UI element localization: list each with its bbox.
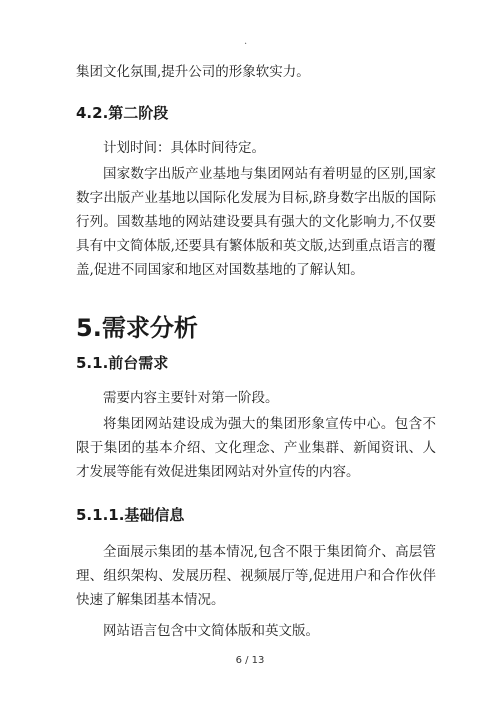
paragraph-culture: 集团文化氛围,提升公司的形象软实力。: [76, 64, 310, 80]
header-mark: .: [244, 36, 248, 47]
heading-4-2: 4.2.第二阶段: [76, 104, 169, 122]
page-indicator: 6 / 13: [235, 655, 265, 666]
paragraph-site-build: 将集团网站建设成为强大的集团形象宣传中心。包含不限于集团的基本介绍、文化理念、产业集群、新闻资讯、人才发展等能有效促进集团网站对外宣传的内容。: [76, 416, 436, 480]
paragraph-stage2-desc: 国家数字出版产业基地与集团网站有着明显的区别,国家数字出版产业基地以国际化发展为目标,跻身数字出版的国际行列。国数基地的网站建设要具有强大的文化影响力,不仅要具有中文简体版,还要具有繁体版和英文版,达到重点语言的覆盖,促进不同国家和地区对国数基地的了解认知。: [76, 166, 436, 278]
paragraph-first-stage: 需要内容主要针对第一阶段。: [103, 390, 279, 406]
paragraph-languages: 网站语言包含中文简体版和英文版。: [103, 623, 319, 639]
paragraph-plan-time: 计划时间：具体时间待定。: [103, 140, 265, 156]
heading-5: 5.需求分析: [76, 314, 198, 342]
heading-5-1-1: 5.1.1.基础信息: [76, 506, 185, 524]
paragraph-basic-info: 全面展示集团的基本情况,包含不限于集团简介、高层管理、组织架构、发展历程、视频展厅等,促进用户和合作伙伴快速了解集团基本情况。: [76, 544, 436, 608]
heading-5-1: 5.1.前台需求: [76, 354, 169, 372]
